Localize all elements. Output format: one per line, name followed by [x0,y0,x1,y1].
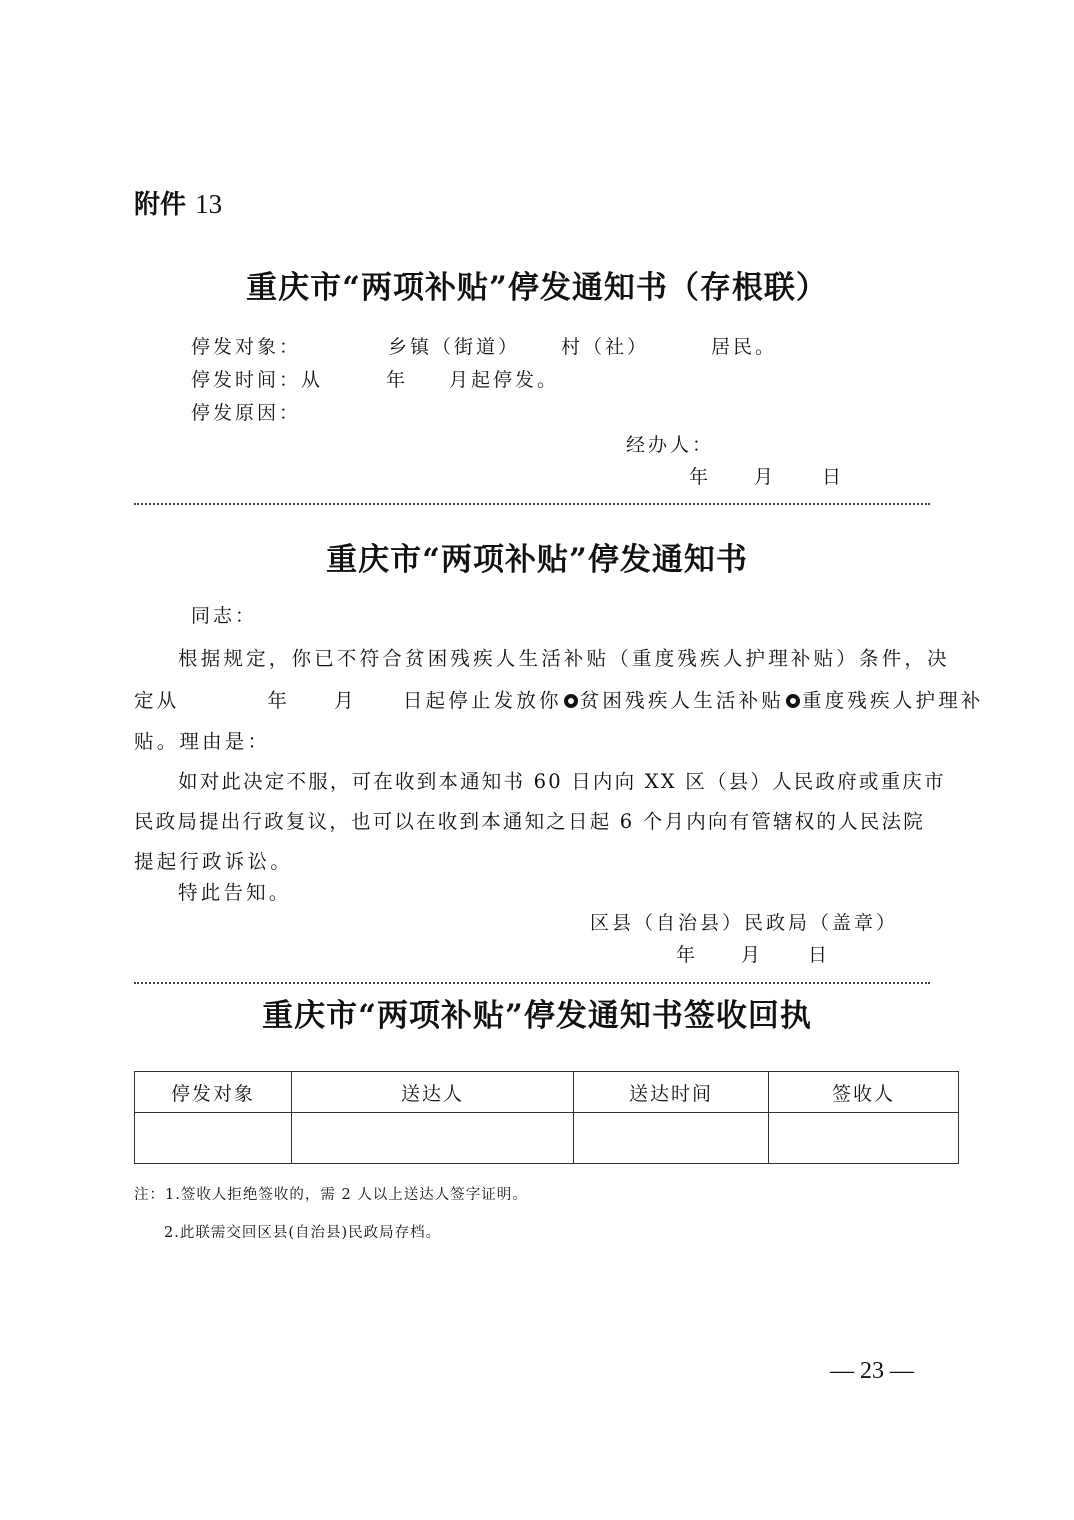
radio-circle-icon [564,694,578,708]
attachment-label [134,184,222,221]
notice-salutation: 同志： [191,605,258,627]
notice-p3: 特此告知。 [178,881,292,904]
cut-line-1 [134,503,930,505]
cut-line-2 [134,982,930,984]
notice-p1-line3: 贴。理由是： [134,730,271,753]
p1-month: 月 [334,689,357,712]
attachment-text: 附件 [134,190,187,220]
stub-time-label: 停发时间：从 [191,369,324,391]
receipt-note-2: 2.此联需交回区县(自治县)民政局存档。 [164,1225,442,1241]
receipt-header-signer: 签收人 [769,1072,959,1113]
receipt-entry-row [135,1113,959,1164]
receipt-header-time: 送达时间 [574,1072,769,1113]
p1-year: 年 [267,689,291,712]
receipt-table [134,1071,959,1164]
receipt-header-deliverer: 送达人 [292,1072,574,1113]
receipt-title: 重庆市“两项补贴”停发通知书签收回执 [262,998,812,1034]
notice-date-month: 月 [741,944,764,966]
receipt-cell-signer[interactable] [769,1113,959,1164]
receipt-header-row [135,1072,959,1113]
stub-village: 村（社） [561,336,650,358]
stub-town: 乡镇（街道） [388,336,521,358]
stub-reason-label: 停发原因： [191,402,302,424]
notice-title: 重庆市“两项补贴”停发通知书 [326,542,748,578]
p1-option-1: 贫困残疾人生活补贴 [579,689,785,712]
stub-date-day: 日 [822,466,845,488]
receipt-cell-object[interactable] [135,1113,292,1164]
notice-p1-line1: 根据规定，你已不符合贫困残疾人生活补贴（重度残疾人护理补贴）条件，决 [178,647,950,670]
notice-issuer: 区县（自治县）民政局（盖章） [590,912,899,934]
notice-date-year: 年 [676,944,699,966]
receipt-header-object: 停发对象 [135,1072,292,1113]
receipt-note-1: 注：1.签收人拒绝签收的，需 2 人以上送达人签字证明。 [134,1187,528,1203]
stub-title: 重庆市“两项补贴”停发通知书（存根联） [246,270,828,306]
p1-option-2: 重度残疾人护理补 [802,689,984,712]
stub-month-stop: 月起停发。 [449,369,560,391]
stub-date-year: 年 [689,466,712,488]
stub-handler-label: 经办人： [626,434,715,456]
p1-day-stop: 日起停止发放你 [402,689,562,712]
attachment-number: 13 [195,189,223,219]
p1-from: 定从 [134,689,180,712]
page-number: — 23 — [830,1358,914,1384]
notice-p2-line2: 民政局提出行政复议，也可以在收到本通知之日起 6 个月内向有管辖权的人民法院 [134,810,925,833]
notice-p1-line2 [134,685,984,713]
stub-year: 年 [386,369,409,391]
stub-resident: 居民。 [711,336,778,358]
notice-p2-line3: 提起行政诉讼。 [134,850,293,873]
receipt-cell-deliverer[interactable] [292,1113,574,1164]
stub-date-month: 月 [754,466,777,488]
notice-p2-line1: 如对此决定不服，可在收到本通知书 60 日内向 XX 区（县）人民政府或重庆市 [178,770,946,793]
notice-date-day: 日 [808,944,831,966]
radio-circle-icon [786,694,800,708]
stub-object-label: 停发对象： [191,336,302,358]
receipt-cell-time[interactable] [574,1113,769,1164]
